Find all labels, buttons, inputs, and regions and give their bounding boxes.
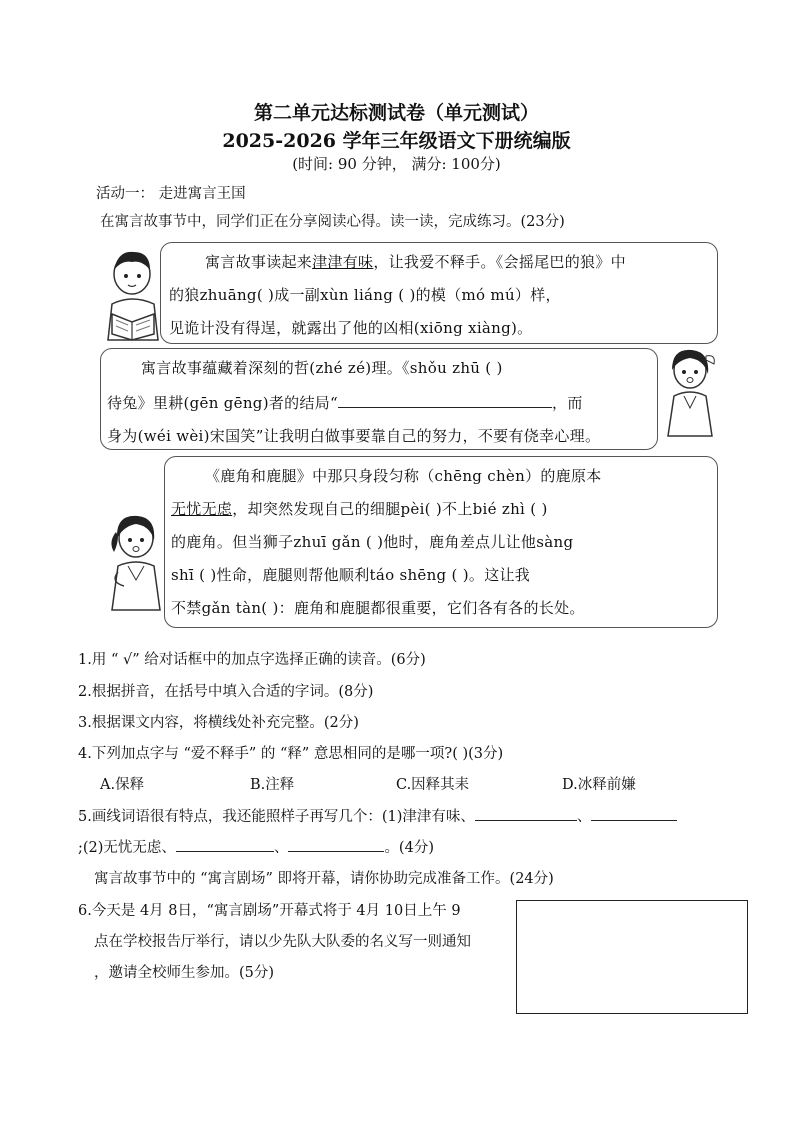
bubble2-line2: 待兔》里耕(gēn gēng)者的结局“ ，而 <box>107 394 583 412</box>
speech-bubble-3 <box>164 456 718 628</box>
question-5-part2: ;(2)无忧无虑、 、 。(4分) <box>78 836 434 857</box>
girl-speaking-illustration <box>660 346 720 438</box>
q4-option-d[interactable]: D.冰释前嫌 <box>562 777 636 793</box>
time-score: (时间: 90 分钟， 满分: 100分) <box>292 155 501 173</box>
question-5-part1: 5.画线词语很有特点，我还能照样子再写几个：(1)津津有味、 、 <box>78 805 677 826</box>
q4-option-c[interactable]: C.因释其耒 <box>396 777 470 793</box>
speech-bubble-2 <box>100 348 658 450</box>
q5-blank-4[interactable] <box>288 837 384 852</box>
q5-blank-3[interactable] <box>176 837 274 852</box>
question-6-line2: 点在学校报告厅举行，请以少先队大队委的名义写一则通知 <box>94 934 471 950</box>
q5-blank-2[interactable] <box>591 806 677 821</box>
page-subtitle: 2025-2026 学年三年级语文下册统编版 <box>222 130 571 152</box>
question-2: 2.根据拼音，在括号中填入合适的字词。(8分) <box>78 684 374 700</box>
bubble2-line3: 身为(wéi wèi)宋国笑”让我明白做事要靠自己的努力，不要有侥幸心理。 <box>107 427 601 445</box>
question-1: 1.用 “ √” 给对话框中的加点字选择正确的读音。(6分) <box>78 652 426 668</box>
q4-option-b[interactable]: B.注释 <box>250 777 295 793</box>
bubble3-line1: 《鹿角和鹿腿》中那只身段匀称（chēng chèn）的鹿原本 <box>205 467 602 485</box>
speech-bubble-1 <box>160 242 718 344</box>
question-6-line1: 6.今天是 4月 8日，“寓言剧场”开幕式将于 4月 10日上午 9 <box>78 903 461 919</box>
bubble2-answer-blank[interactable] <box>338 393 552 408</box>
bubble1-line3: 见诡计没有得逞，就露出了他的凶相(xiōng xiàng)。 <box>169 319 533 337</box>
bubble2-line1: 寓言故事蕴藏着深刻的哲(zhé zé)理。《shǒu zhū ( ) <box>141 359 503 377</box>
bubble1-line2: 的狼zhuāng( )成一副xùn liáng ( )的模（mó mú）样， <box>169 286 561 304</box>
question-6-line3: ，邀请全校师生参加。(5分) <box>94 965 275 981</box>
page-title: 第二单元达标测试卷（单元测试） <box>253 102 539 124</box>
bubble3-line3: 的鹿角。但当狮子zhuī gǎn ( )他时，鹿角差点儿让他sàng <box>171 533 574 551</box>
q5-blank-1[interactable] <box>475 806 577 821</box>
boy-reading-illustration <box>98 248 168 344</box>
question-3: 3.根据课文内容，将横线处补充完整。(2分) <box>78 715 359 731</box>
bubble3-line5: 不禁gǎn tàn( )：鹿角和鹿腿都很重要，它们各有各的长处。 <box>171 599 585 617</box>
activity1-label: 活动一： 走进寓言王国 <box>96 186 246 202</box>
notice-answer-box[interactable] <box>516 900 748 1014</box>
q4-option-a[interactable]: A.保释 <box>100 777 145 793</box>
activity1-intro: 在寓言故事节中，同学们正在分享阅读心得。读一读，完成练习。(23分) <box>100 214 565 230</box>
girl-thinking-illustration <box>104 512 166 612</box>
bubble3-line2: 无忧无虑，却突然发现自己的细腿pèi( )不上bié zhì ( ) <box>171 500 548 518</box>
bubble3-line4: shī ( )性命，鹿腿则帮他顺利táo shēng ( )。这让我 <box>171 566 531 584</box>
bubble1-line1: 寓言故事读起来津津有味，让我爱不释手。《会摇尾巴的狼》中 <box>205 253 626 271</box>
activity2-intro: 寓言故事节中的 “寓言剧场” 即将开幕，请你协助完成准备工作。(24分) <box>94 871 554 887</box>
question-4: 4.下列加点字与 “爱不释手” 的 “释” 意思相同的是哪一项?( )(3分) <box>78 746 504 762</box>
